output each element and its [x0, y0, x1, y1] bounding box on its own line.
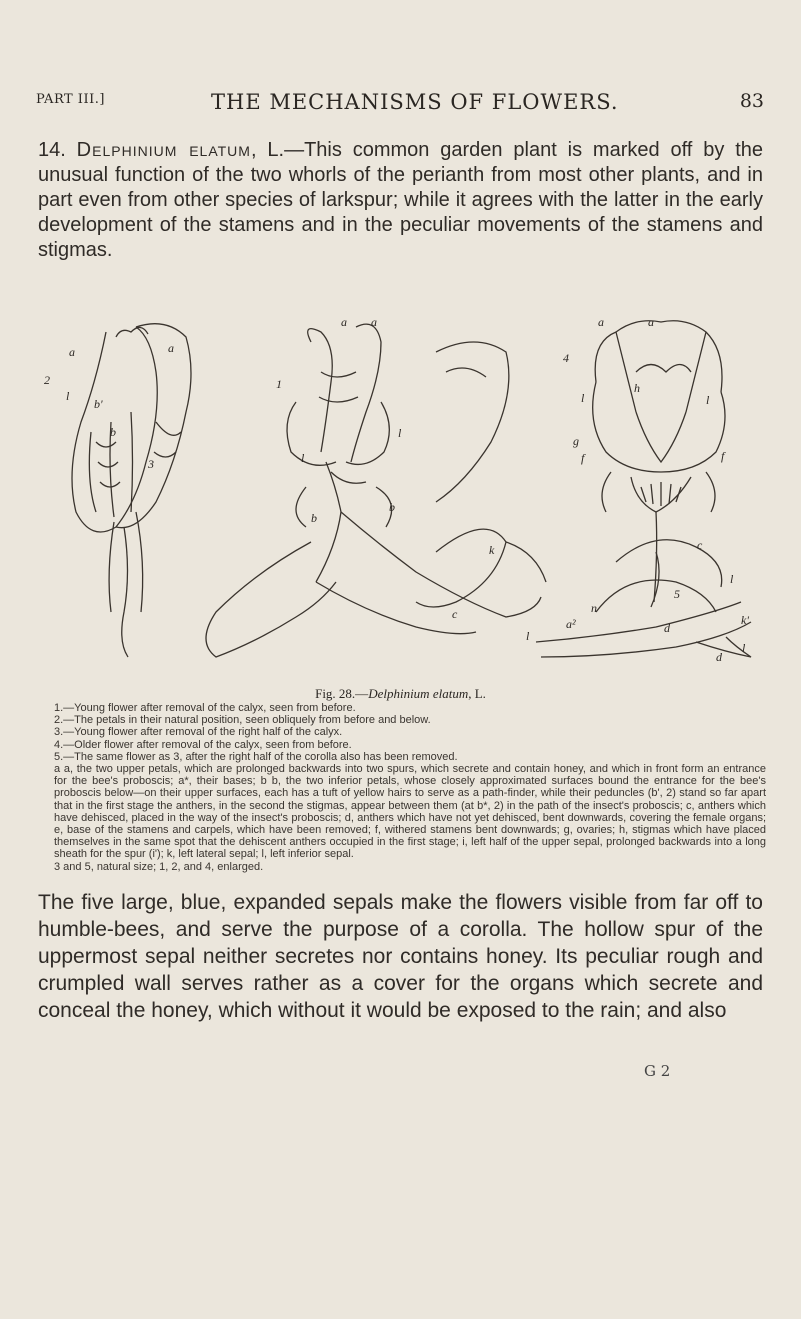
svg-text:b: b	[110, 425, 116, 439]
legend-line-5: 5.—The same flower as 3, after the right half of the corolla also has been removed.	[54, 750, 458, 763]
figure-legend	[54, 702, 766, 873]
species-author: L.	[267, 139, 285, 161]
svg-text:l: l	[742, 641, 746, 655]
signature-mark: G 2	[644, 1062, 671, 1080]
figure-labels	[44, 315, 749, 664]
svg-text:1: 1	[276, 377, 282, 391]
svg-text:a: a	[341, 315, 347, 329]
svg-text:k': k'	[741, 613, 749, 627]
svg-text:n: n	[591, 601, 597, 615]
legend-line-3: 3.—Young flower after removal of the right half of the calyx.	[54, 726, 343, 739]
svg-text:f: f	[721, 449, 725, 463]
svg-text:a: a	[648, 315, 654, 329]
caption-prefix: Fig. 28.—	[315, 686, 369, 701]
svg-text:b: b	[311, 511, 317, 525]
svg-text:b: b	[389, 500, 395, 514]
figure-caption	[0, 686, 801, 702]
svg-text:5: 5	[674, 587, 680, 601]
section-number: 14.	[38, 139, 66, 161]
legend-scale: 3 and 5, natural size; 1, 2, and 4, enlarged.	[54, 860, 264, 873]
svg-text:c: c	[452, 607, 458, 621]
caption-suffix: , L.	[468, 686, 486, 701]
drawing-3-flower	[436, 342, 509, 502]
svg-text:l: l	[526, 629, 530, 643]
page-number: 83	[739, 90, 764, 112]
svg-text:a²: a²	[566, 617, 576, 631]
svg-text:g: g	[573, 434, 579, 448]
svg-text:4: 4	[563, 351, 569, 365]
running-header	[36, 92, 764, 116]
svg-text:a: a	[168, 341, 174, 355]
species-name: Delphinium elatum	[76, 139, 251, 161]
legend-line-1: 1.—Young flower after removal of the calyx, seen from before.	[54, 702, 356, 714]
caption-species: Delphinium elatum	[368, 686, 469, 701]
svg-text:k: k	[489, 543, 495, 557]
svg-text:a: a	[69, 345, 75, 359]
svg-text:2: 2	[44, 373, 50, 387]
svg-text:h: h	[634, 381, 640, 395]
legend-line-4: 4.—Older flower after removal of the calyx, seen from before.	[54, 738, 352, 751]
svg-text:l: l	[706, 393, 710, 407]
svg-text:b': b'	[94, 397, 103, 411]
drawing-5-flower	[536, 540, 751, 657]
svg-text:f: f	[581, 451, 585, 465]
svg-text:l: l	[301, 451, 305, 465]
intro-text: —This common garden plant is marked off by the unusual function of the two whorls of the perianth from most other plants, and in part even from other species of larkspur; while it agrees with the latter in the early development of the stamens and in the peculiar movements of the stamens and stigmas.	[38, 139, 763, 261]
svg-text:l: l	[398, 426, 402, 440]
legend-line-2: 2.—The petals in their natural position, seen obliquely from before and below.	[54, 714, 431, 727]
body-text: The five large, blue, expanded sepals make the flowers visible from far off to humble-bees, and serve the purpose of a corolla. The hollow spur of the uppermost sepal neither secretes nor contains honey. Its peculiar rough and crumpled wall serves rather as a cover for the organs which secrete and conceal the honey, which without it would be exposed to the rain; and also	[38, 891, 763, 1022]
intro-paragraph: 14. Delphinium elatum, L.—This common garden plant is marked off by the unusual function of the two whorls of the perianth from most other plants, and in part even from other species of larkspur; while it agrees with the latter in the early development of the stamens and in the peculiar movements of the stamens and stigmas.	[38, 139, 763, 261]
svg-text:d: d	[716, 650, 722, 664]
body-paragraph	[38, 889, 763, 1024]
svg-text:c: c	[697, 538, 703, 552]
page-title: THE MECHANISMS OF FLOWERS.	[211, 90, 619, 114]
svg-text:l: l	[581, 391, 585, 405]
drawing-2-petals	[72, 324, 191, 657]
svg-text:d: d	[664, 621, 670, 635]
svg-text:a: a	[371, 315, 377, 329]
drawing-4-flower	[593, 321, 725, 602]
drawing-1-flower	[206, 324, 546, 657]
svg-text:3: 3	[148, 457, 154, 471]
figure-illustration	[36, 312, 764, 682]
svg-text:l: l	[730, 572, 734, 586]
botanical-figure	[36, 312, 764, 682]
legend-key: a a, the two upper petals, which are prolonged backwards into two spurs, which secrete and contain honey, and which in front form an entrance for the bee's proboscis; a*, their bases; b b, the two inferior petals, whose closely approximated surfaces bound the entrance for the bee's proboscis below—on their upper surfaces, each has a tuft of yellow hairs to serve as a path-finder, while their peduncles (b', 2) stand so far apart that in the first stage the anthers, in the second the stigmas, appear between them (at b*, 2) in the path of the insect's proboscis; c, anthers which have dehisced, placed in the way of the insect's proboscis; d, anthers which have not yet dehisced, bent downwards, covering the female organs; e, base of the stamens and carpels, which have been removed; f, withered stamens bent downwards; g, ovaries; h, stigmas which have placed themselves in the same spot that the dehiscent anthers occupied in the first stage; i, left half of the upper sepal, prolonged backwards into a long sheath for the spur (i'); k, left lateral sepal; l, left inferior sepal.	[54, 763, 766, 861]
part-label: PART III.]	[36, 92, 105, 107]
svg-text:l: l	[66, 389, 70, 403]
svg-text:a: a	[598, 315, 604, 329]
